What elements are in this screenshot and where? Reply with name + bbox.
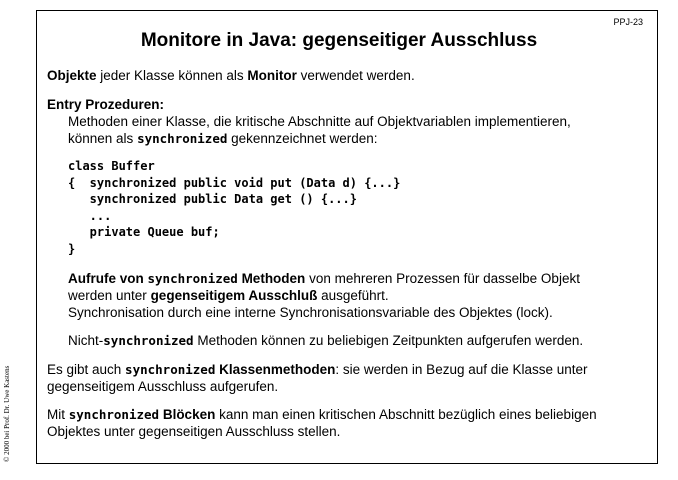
intro-paragraph	[47, 67, 415, 84]
nonsync-post: Methoden können zu beliebigen Zeitpunkten aufgerufen werden.	[193, 333, 584, 348]
code-line: ...	[68, 208, 112, 223]
blocks-pre: Mit	[47, 407, 69, 422]
entry-heading-text: Entry Prozeduren:	[47, 97, 165, 112]
calls-line-2-bold: gegenseitigem Ausschluß	[150, 288, 318, 303]
classmethods-line-1	[47, 361, 588, 378]
copyright-notice: © 2000 bei Prof. Dr. Uwe Kastens	[3, 365, 11, 462]
intro-text-2: verwendet werden.	[296, 68, 415, 83]
classmethods-post: : sie werden in Bezug auf die Klasse unter	[335, 362, 588, 377]
blocks-line-1	[47, 406, 597, 423]
calls-keyword: synchronized	[147, 271, 238, 286]
entry-line-1: Methoden einer Klasse, die kritische Abschnitte auf Objektvariablen implementieren,	[68, 114, 571, 129]
classmethods-keyword: synchronized	[125, 362, 216, 377]
code-line: synchronized public Data get () {...}	[68, 192, 357, 206]
intro-bold-1: Objekte	[47, 68, 97, 83]
classmethods-pre: Es gibt auch	[47, 362, 126, 377]
slide-title: Monitore in Java: gegenseitiger Ausschluss	[140, 30, 538, 51]
calls-line-2-pre: werden unter	[68, 288, 151, 303]
calls-line-2-post: ausgeführt.	[317, 288, 389, 303]
classmethods-bold: Klassenmethoden	[215, 362, 336, 377]
code-line: { synchronized public void put (Data d) {...}	[68, 175, 401, 190]
calls-line-1	[68, 270, 580, 287]
entry-keyword: synchronized	[137, 131, 228, 146]
nonsync-paragraph	[68, 332, 583, 349]
classmethods-line-2: gegenseitigem Ausschluss aufgerufen.	[47, 379, 279, 394]
code-block	[68, 158, 400, 257]
intro-text-1: jeder Klasse können als	[96, 68, 248, 83]
entry-line-2-post: gekennzeichnet werden:	[227, 131, 378, 146]
slide-id: PPJ-23	[613, 17, 643, 27]
calls-bold-1: Aufrufe von	[68, 271, 148, 286]
entry-heading	[47, 96, 164, 113]
code-line: class Buffer	[68, 159, 155, 173]
nonsync-keyword: synchronized	[103, 333, 194, 348]
code-line: private Queue buf;	[68, 225, 220, 239]
blocks-line-2: Objektes unter gegenseitigen Ausschluss stellen.	[47, 424, 341, 439]
calls-bold-2: Methoden	[237, 271, 306, 286]
calls-line-2	[68, 287, 389, 304]
calls-line-3: Synchronisation durch eine interne Synchronisationsvariable des Objektes (lock).	[68, 305, 553, 320]
code-line: }	[68, 241, 76, 256]
entry-line-2-pre: können als	[68, 131, 138, 146]
intro-bold-2: Monitor	[247, 68, 297, 83]
entry-line-2	[68, 130, 377, 147]
blocks-post: kann man einen kritischen Abschnitt bezüglich eines beliebigen	[215, 407, 597, 422]
calls-text-1: von mehreren Prozessen für dasselbe Objekt	[305, 271, 580, 286]
blocks-bold: Blöcken	[159, 407, 216, 422]
blocks-keyword: synchronized	[68, 407, 160, 422]
nonsync-pre: Nicht-	[68, 333, 104, 348]
